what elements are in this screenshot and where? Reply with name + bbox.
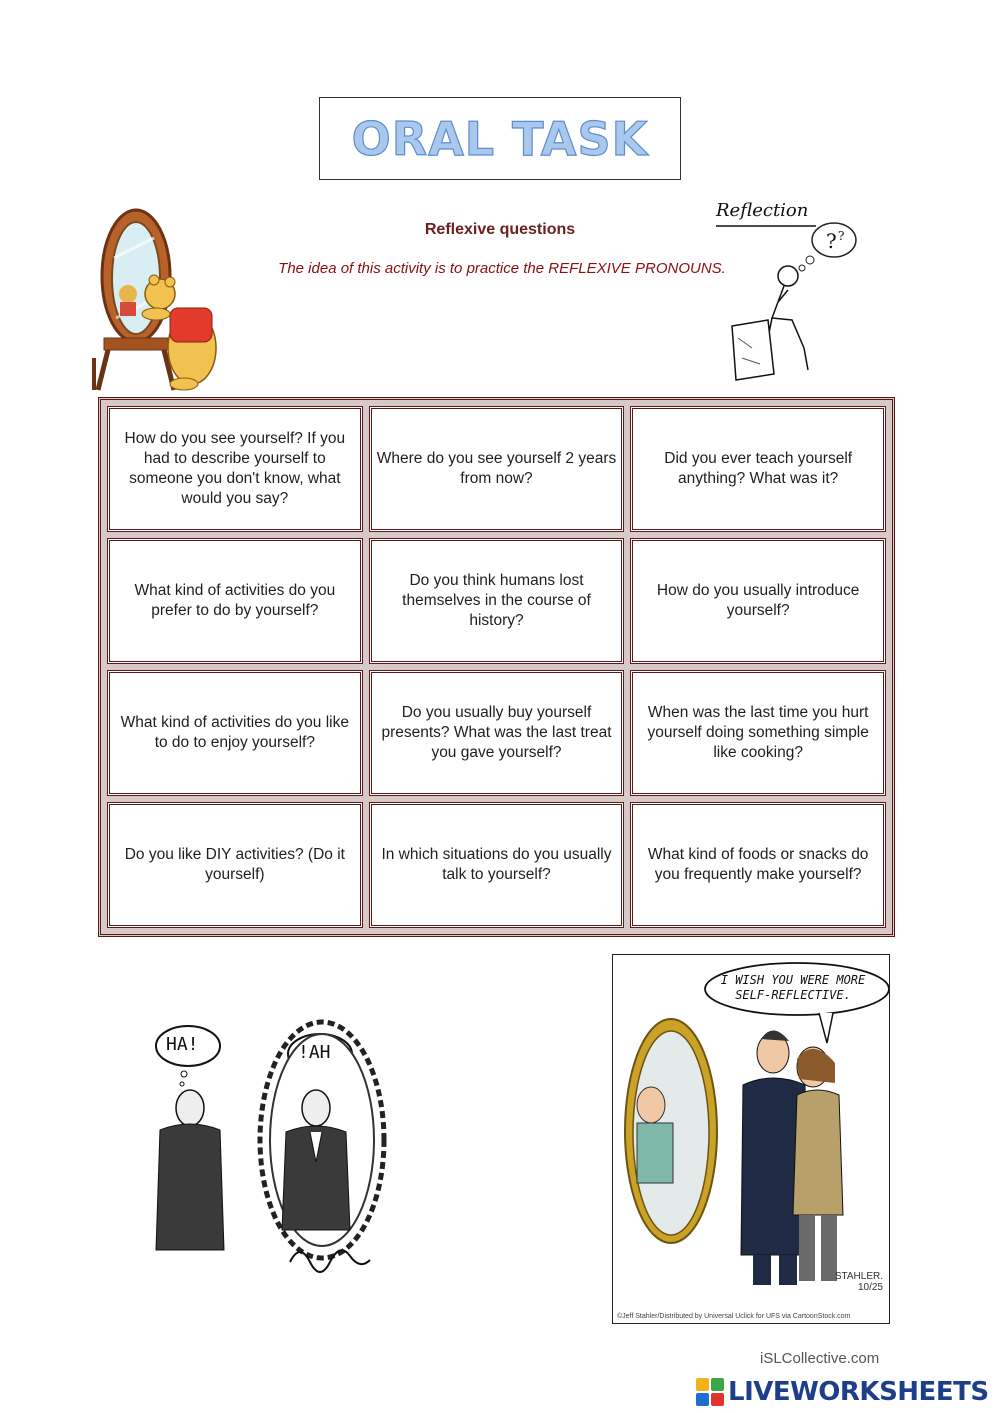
title-box: [319, 97, 681, 180]
question-card: Where do you see yourself 2 years from now?: [369, 406, 625, 532]
question-grid: [98, 397, 895, 937]
signature-date: 10/25: [857, 1282, 883, 1293]
cartoon-credit: ©Jeff Stahler/Distributed by Universal Uclick for UFS via CartoonStock.com: [617, 1313, 851, 1320]
question-card: In which situations do you usually talk to yourself?: [369, 802, 625, 928]
thought-text-ah: !AH: [298, 1042, 331, 1063]
svg-text:?: ?: [838, 229, 845, 243]
islcollective-watermark: iSLCollective.com: [760, 1350, 880, 1367]
subtitle: Reflexive questions: [424, 221, 576, 238]
question-card: What kind of foods or snacks do you frequently make yourself?: [630, 802, 886, 928]
question-card: Do you think humans lost themselves in the course of history?: [369, 538, 625, 664]
mirror-cartoon-left: [140, 990, 410, 1290]
question-card: Do you like DIY activities? (Do it yourself): [107, 802, 363, 928]
signature-name: STAHLER.: [834, 1271, 883, 1282]
page-title: ORAL TASK: [351, 111, 649, 166]
question-card: When was the last time you hurt yourself doing something simple like cooking?: [630, 670, 886, 796]
question-card: How do you usually introduce yourself?: [630, 538, 886, 664]
svg-text:?: ?: [826, 229, 837, 253]
thought-text-ha: HA!: [166, 1034, 199, 1055]
question-card: Did you ever teach yourself anything? What was it?: [630, 406, 886, 532]
mirror-cartoon-right: [612, 954, 890, 1324]
question-card: How do you see yourself? If you had to describe yourself to someone you don't know, what would you say?: [107, 406, 363, 532]
question-card: What kind of activities do you prefer to do by yourself?: [107, 538, 363, 664]
question-card: What kind of activities do you like to do to enjoy yourself?: [107, 670, 363, 796]
reflection-label: Reflection: [716, 200, 809, 221]
question-card: Do you usually buy yourself presents? What was the last treat you gave yourself?: [369, 670, 625, 796]
speech-bubble-text: I WISH YOU WERE MORE SELF-REFLECTIVE.: [720, 973, 866, 1002]
cartoon-signature: [835, 1271, 883, 1293]
thinker-illustration: [712, 198, 862, 388]
pooh-mirror-illustration: [84, 198, 224, 394]
liveworksheets-icon: [696, 1378, 724, 1406]
liveworksheets-wordmark: LIVEWORKSHEETS: [728, 1377, 989, 1407]
liveworksheets-logo: [696, 1377, 989, 1407]
intro-text: The idea of this activity is to practice the REFLEXIVE PRONOUNS.: [278, 260, 726, 277]
